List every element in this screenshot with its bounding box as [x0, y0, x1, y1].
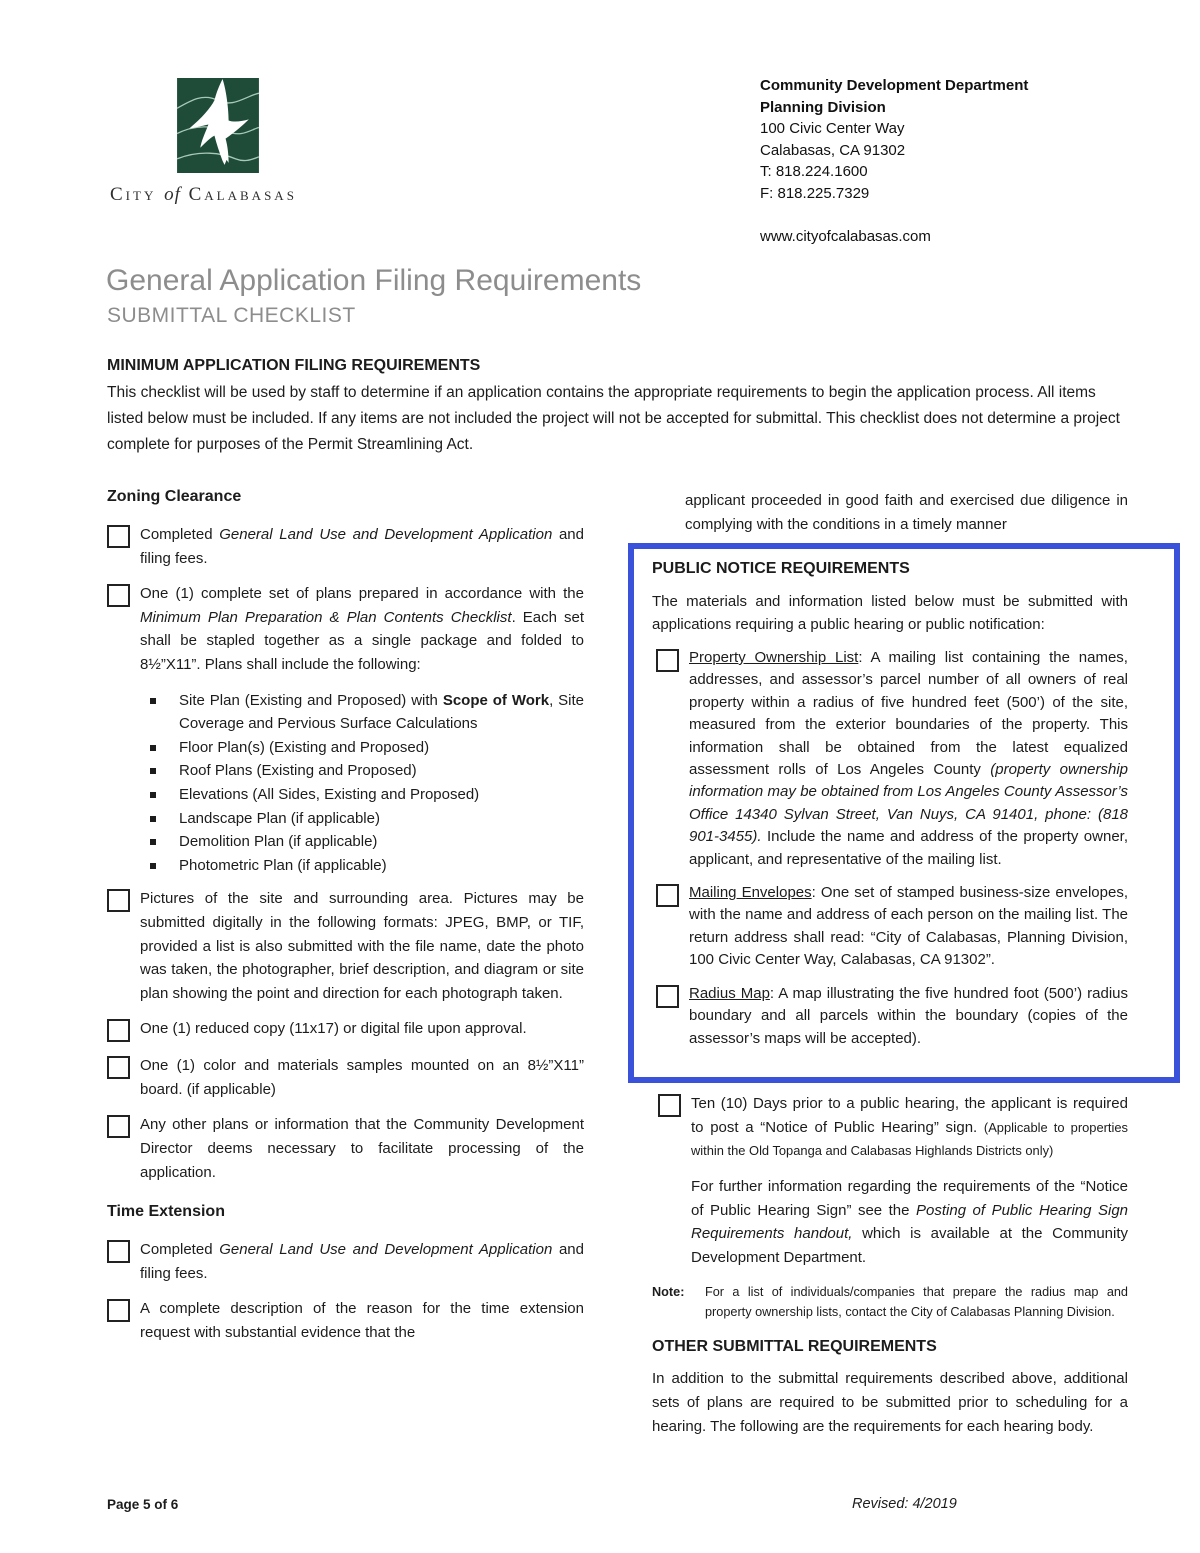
checklist-item-text: Ten (10) Days prior to a public hearing, the applicant is required to post a “Notice of Public Hearing” sign. (Applicable to properties within the Old Topanga and Calabasas Highlands Districts only) — [691, 1095, 1128, 1159]
checkbox[interactable] — [107, 1019, 130, 1042]
checkbox[interactable] — [658, 1094, 681, 1117]
checklist-item-text: Radius Map: A map illustrating the five hundred foot (500’) radius boundary and all parcels within the boundary (copies of the assessor’s maps will be accepted). — [689, 984, 1128, 1047]
checkbox[interactable] — [107, 1240, 130, 1263]
time-extension-continuation-text: applicant proceeded in good faith and exercised due diligence in complying with the conditions in a timely manner — [685, 492, 1128, 533]
intro-heading: MINIMUM APPLICATION FILING REQUIREMENTS — [107, 357, 481, 374]
checkbox[interactable] — [107, 525, 130, 548]
page-subtitle: SUBMITTAL CHECKLIST — [107, 304, 356, 327]
checklist-item-completed-application — [107, 523, 584, 570]
note-text: For a list of individuals/companies that prepare the radius map and property ownership lists, contact the City of Calabasas Planning Division. — [705, 1285, 1128, 1319]
checkbox[interactable] — [656, 649, 679, 672]
bullet-site-plan: Site Plan (Existing and Proposed) with Scope of Work, Site Coverage and Pervious Surface Calculations — [149, 689, 584, 736]
checklist-item-text: One (1) reduced copy (11x17) or digital file upon approval. — [140, 1020, 527, 1038]
checklist-item-pictures — [107, 887, 584, 1005]
checklist-item-property-ownership-list — [656, 647, 1128, 871]
logo-word-city: City — [110, 184, 157, 205]
checklist-item-text: Mailing Envelopes: One set of stamped business-size envelopes, with the name and address of each person on the mailing list. The return address shall read: “City of Calabasas, Planning Division, 100 Civic Center Way, Calabasas, CA 91302”. — [689, 884, 1128, 969]
after-notice-box-section — [628, 1092, 1180, 1438]
checklist-item-time-description — [107, 1297, 584, 1344]
checklist-item-ten-days-sign — [658, 1092, 1128, 1163]
other-submittal-requirements-paragraph: In addition to the submittal requirements described above, additional sets of plans are required to be submitted prior to scheduling for a hearing. The following are the requirements for each hearing body. — [652, 1370, 1128, 1435]
public-notice-intro: The materials and information listed below must be submitted with applications requiring a public hearing or public notification: — [652, 593, 1128, 633]
checklist-item-text: One (1) color and materials samples mounted on an 8½”X11” board. (if applicable) — [140, 1057, 584, 1098]
bullet-photometric-plan: Photometric Plan (if applicable) — [149, 854, 584, 878]
left-column — [107, 487, 584, 1357]
revised-date: Revised: 4/2019 — [852, 1496, 957, 1512]
bullet-roof-plans: Roof Plans (Existing and Proposed) — [149, 759, 584, 783]
checklist-item-mailing-envelopes — [656, 882, 1128, 972]
checkbox[interactable] — [107, 1299, 130, 1322]
intro-paragraph: This checklist will be used by staff to determine if an application contains the appropriate requirements to begin the application process. All items listed below must be included. If any items are not included the project will not be accepted for submittal. This checklist does not determine a project complete for purposes of the Permit Streamlining Act. — [107, 384, 1120, 453]
checklist-item-color-materials — [107, 1054, 584, 1101]
contact-block — [760, 75, 1028, 248]
bullet-floor-plans: Floor Plan(s) (Existing and Proposed) — [149, 736, 584, 760]
intro-section — [107, 357, 1135, 458]
website-url: www.cityofcalabasas.com — [760, 228, 931, 245]
checklist-item-text: Pictures of the site and surrounding area. Pictures may be submitted digitally in the following formats: JPEG, BMP, or TIF, provided a list is also submitted with the file name, date the photo was taken, the photographer, brief description, and diagram or site plan showing the point and direction for each photograph taken. — [140, 890, 584, 1002]
page-number: Page 5 of 6 — [107, 1497, 179, 1512]
address-line-2: Calabasas, CA 91302 — [760, 141, 906, 159]
fax-number: F: 818.225.7329 — [760, 184, 870, 202]
checkbox[interactable] — [656, 884, 679, 907]
checkbox[interactable] — [107, 584, 130, 607]
phone-number: T: 818.224.1600 — [760, 163, 868, 180]
public-notice-requirements-box — [628, 543, 1180, 1083]
logo-word-of: of — [164, 184, 181, 205]
checkbox[interactable] — [107, 1056, 130, 1079]
zoning-clearance-heading: Zoning Clearance — [107, 488, 242, 505]
checklist-item-other-plans — [107, 1113, 584, 1184]
bullet-elevations: Elevations (All Sides, Existing and Proposed) — [149, 783, 584, 807]
logo-wordmark — [110, 184, 410, 206]
note-label: Note: — [652, 1285, 685, 1300]
page-title: General Application Filing Requirements — [106, 264, 642, 297]
division-name: Planning Division — [760, 98, 886, 116]
department-name: Community Development Department — [760, 77, 1029, 94]
right-column — [628, 487, 1180, 1438]
checklist-item-time-completed-application — [107, 1238, 584, 1285]
note-block — [652, 1283, 1128, 1322]
checklist-item-text: Property Ownership List: A mailing list containing the names, addresses, and assessor’s parcel number of all owners of real property within a radius of five hundred feet (500’) of the site, measured from the exterior boundaries of the property. This information shall be obtained from the latest equalized assessment rolls of Los Angeles County (property ownership information may be obtained from Los Angeles County Assessor’s Office 14340 Sylvan Street, Van Nuys, CA 91401, phone: (818 901-3455). Include the name and address of the property owner, applicant, and representative of the mailing list. — [689, 649, 1129, 868]
checklist-item-text: Completed General Land Use and Development Application and filing fees. — [140, 1241, 584, 1282]
checkbox[interactable] — [107, 889, 130, 912]
plan-bullet-list — [107, 689, 584, 878]
address-line-1: 100 Civic Center Way — [760, 120, 905, 137]
public-notice-heading: PUBLIC NOTICE REQUIREMENTS — [652, 560, 910, 578]
bullet-demolition-plan: Demolition Plan (if applicable) — [149, 830, 584, 854]
time-extension-heading: Time Extension — [107, 1203, 225, 1221]
further-information-paragraph: For further information regarding the requirements of the “Notice of Public Hearing Sign” see the Posting of Public Hearing Sign Requirements handout, which is available at the Community Development Department. — [691, 1177, 1129, 1266]
bullet-landscape-plan: Landscape Plan (if applicable) — [149, 807, 584, 831]
logo-word-calabasas: Calabasas — [188, 184, 297, 205]
city-of-calabasas-logo-icon — [177, 78, 259, 173]
other-submittal-requirements-heading: OTHER SUBMITTAL REQUIREMENTS — [652, 1338, 937, 1356]
checkbox[interactable] — [107, 1115, 130, 1138]
checkbox[interactable] — [656, 985, 679, 1008]
checklist-item-text: One (1) complete set of plans prepared in accordance with the Minimum Plan Preparation & Plan Contents Checklist. Each set shall be stapled together as a single package and folded to 8½”X11”. Plans shall include the following: — [140, 585, 585, 673]
checklist-item-text: Completed General Land Use and Development Application and filing fees. — [140, 526, 584, 567]
checklist-item-text: Any other plans or information that the Community Development Director deems necessary to facilitate processing of the application. — [140, 1116, 584, 1181]
checklist-item-radius-map — [656, 983, 1128, 1050]
checklist-item-text: A complete description of the reason for the time extension request with substantial evidence that the — [140, 1300, 584, 1342]
checklist-item-plan-set — [107, 582, 584, 676]
checklist-item-reduced-copy — [107, 1017, 584, 1042]
